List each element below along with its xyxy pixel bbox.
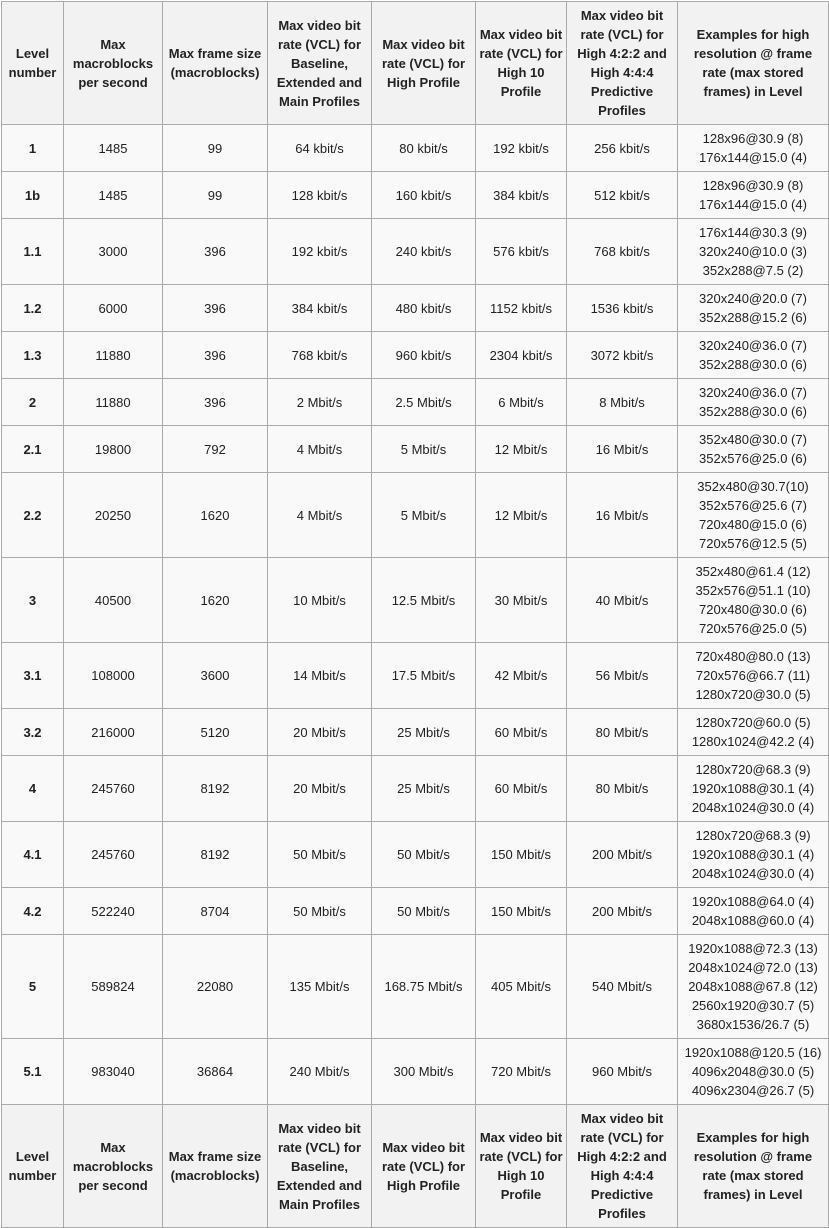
cell-max-bitrate-main: 4 Mbit/s — [268, 473, 372, 558]
cell-max-frame-size: 8192 — [163, 756, 268, 822]
cell-level-number: 5 — [2, 935, 64, 1039]
example-resolution: 320x240@36.0 (7) — [699, 338, 807, 353]
cell-max-bitrate-high422: 56 Mbit/s — [567, 643, 678, 709]
cell-examples — [678, 172, 829, 219]
cell-max-bitrate-high: 25 Mbit/s — [372, 756, 476, 822]
cell-examples — [678, 643, 829, 709]
cell-examples — [678, 426, 829, 473]
cell-max-bitrate-high10: 60 Mbit/s — [476, 709, 567, 756]
cell-max-macroblocks-per-second: 245760 — [64, 756, 163, 822]
example-resolution: 1920x1088@64.0 (4) — [691, 894, 815, 909]
table-row — [2, 756, 829, 822]
cell-max-frame-size: 396 — [163, 332, 268, 379]
cell-max-bitrate-high10: 405 Mbit/s — [476, 935, 567, 1039]
cell-examples — [678, 709, 829, 756]
cell-max-frame-size: 36864 — [163, 1039, 268, 1105]
example-resolution: 176x144@15.0 (4) — [699, 150, 807, 165]
column-header-max-bitrate-high422: Max video bit rate (VCL) for High 4:2:2 and High 4:4:4 Predictive Profiles — [567, 1105, 678, 1228]
cell-level-number: 3.1 — [2, 643, 64, 709]
cell-max-bitrate-main: 2 Mbit/s — [268, 379, 372, 426]
cell-max-bitrate-high10: 150 Mbit/s — [476, 888, 567, 935]
cell-examples — [678, 558, 829, 643]
cell-max-macroblocks-per-second: 522240 — [64, 888, 163, 935]
cell-max-frame-size: 22080 — [163, 935, 268, 1039]
cell-max-bitrate-high: 80 kbit/s — [372, 125, 476, 172]
cell-max-bitrate-high: 168.75 Mbit/s — [372, 935, 476, 1039]
cell-level-number: 1 — [2, 125, 64, 172]
cell-max-bitrate-main: 14 Mbit/s — [268, 643, 372, 709]
cell-max-frame-size: 396 — [163, 219, 268, 285]
cell-max-bitrate-high: 50 Mbit/s — [372, 822, 476, 888]
cell-max-macroblocks-per-second: 589824 — [64, 935, 163, 1039]
cell-max-bitrate-main: 192 kbit/s — [268, 219, 372, 285]
cell-max-bitrate-high10: 12 Mbit/s — [476, 473, 567, 558]
cell-level-number: 3 — [2, 558, 64, 643]
table-row — [2, 822, 829, 888]
cell-max-bitrate-high: 160 kbit/s — [372, 172, 476, 219]
cell-max-macroblocks-per-second: 11880 — [64, 332, 163, 379]
cell-max-bitrate-high10: 192 kbit/s — [476, 125, 567, 172]
cell-max-bitrate-main: 384 kbit/s — [268, 285, 372, 332]
cell-max-macroblocks-per-second: 1485 — [64, 125, 163, 172]
column-header-max-bitrate-high: Max video bit rate (VCL) for High Profile — [372, 2, 476, 125]
cell-max-frame-size: 396 — [163, 379, 268, 426]
cell-max-macroblocks-per-second: 3000 — [64, 219, 163, 285]
example-resolution: 352x480@30.7(10) — [697, 479, 809, 494]
cell-max-bitrate-high: 240 kbit/s — [372, 219, 476, 285]
cell-max-bitrate-high422: 200 Mbit/s — [567, 888, 678, 935]
cell-max-frame-size: 8192 — [163, 822, 268, 888]
cell-max-frame-size: 3600 — [163, 643, 268, 709]
table-row — [2, 172, 829, 219]
cell-max-bitrate-main: 768 kbit/s — [268, 332, 372, 379]
cell-max-frame-size: 396 — [163, 285, 268, 332]
cell-max-frame-size: 5120 — [163, 709, 268, 756]
cell-max-macroblocks-per-second: 245760 — [64, 822, 163, 888]
example-resolution: 128x96@30.9 (8) — [702, 131, 804, 146]
table-row — [2, 643, 829, 709]
cell-max-bitrate-high422: 1536 kbit/s — [567, 285, 678, 332]
table-row — [2, 935, 829, 1039]
cell-examples — [678, 935, 829, 1039]
cell-max-bitrate-high: 960 kbit/s — [372, 332, 476, 379]
cell-level-number: 3.2 — [2, 709, 64, 756]
example-resolution: 352x288@30.0 (6) — [699, 404, 807, 419]
cell-max-bitrate-high: 17.5 Mbit/s — [372, 643, 476, 709]
example-resolution: 1920x1088@120.5 (16) — [684, 1045, 822, 1060]
cell-max-bitrate-high: 25 Mbit/s — [372, 709, 476, 756]
cell-max-bitrate-high422: 960 Mbit/s — [567, 1039, 678, 1105]
example-resolution: 1280x720@60.0 (5) — [695, 715, 811, 730]
cell-max-bitrate-main: 20 Mbit/s — [268, 709, 372, 756]
example-resolution: 2048x1024@72.0 (13) — [688, 960, 818, 975]
footer-header-row — [2, 1105, 829, 1228]
column-header-max-bitrate-main: Max video bit rate (VCL) for Baseline, Extended and Main Profiles — [268, 1105, 372, 1228]
column-header-max-frame-size: Max frame size (macroblocks) — [163, 2, 268, 125]
cell-max-bitrate-main: 4 Mbit/s — [268, 426, 372, 473]
cell-max-bitrate-high422: 256 kbit/s — [567, 125, 678, 172]
table-row — [2, 709, 829, 756]
example-resolution: 1920x1088@72.3 (13) — [688, 941, 818, 956]
cell-max-bitrate-high: 2.5 Mbit/s — [372, 379, 476, 426]
example-resolution: 352x288@7.5 (2) — [702, 263, 804, 278]
cell-max-frame-size: 99 — [163, 172, 268, 219]
table-row — [2, 1039, 829, 1105]
cell-examples — [678, 888, 829, 935]
example-resolution: 2048x1024@30.0 (4) — [691, 866, 815, 881]
cell-max-macroblocks-per-second: 19800 — [64, 426, 163, 473]
cell-max-macroblocks-per-second: 983040 — [64, 1039, 163, 1105]
cell-max-bitrate-high10: 1152 kbit/s — [476, 285, 567, 332]
example-resolution: 320x240@20.0 (7) — [699, 291, 807, 306]
cell-level-number: 1.3 — [2, 332, 64, 379]
example-resolution: 4096x2048@30.0 (5) — [691, 1064, 815, 1079]
column-header-max-bitrate-high: Max video bit rate (VCL) for High Profile — [372, 1105, 476, 1228]
cell-level-number: 2.1 — [2, 426, 64, 473]
cell-max-bitrate-high422: 8 Mbit/s — [567, 379, 678, 426]
cell-examples — [678, 125, 829, 172]
cell-max-bitrate-high10: 384 kbit/s — [476, 172, 567, 219]
column-header-max-bitrate-high422: Max video bit rate (VCL) for High 4:2:2 and High 4:4:4 Predictive Profiles — [567, 2, 678, 125]
example-resolution: 3680x1536/26.7 (5) — [696, 1017, 810, 1032]
cell-max-bitrate-main: 50 Mbit/s — [268, 822, 372, 888]
table-row — [2, 125, 829, 172]
example-resolution: 352x480@61.4 (12) — [695, 564, 811, 579]
column-header-max-macroblocks-per-second: Max macroblocks per second — [64, 2, 163, 125]
cell-max-bitrate-main: 240 Mbit/s — [268, 1039, 372, 1105]
column-header-max-bitrate-main: Max video bit rate (VCL) for Baseline, Extended and Main Profiles — [268, 2, 372, 125]
column-header-level-number: Level number — [2, 2, 64, 125]
cell-max-frame-size: 792 — [163, 426, 268, 473]
cell-max-frame-size: 99 — [163, 125, 268, 172]
cell-max-macroblocks-per-second: 216000 — [64, 709, 163, 756]
cell-max-bitrate-main: 64 kbit/s — [268, 125, 372, 172]
cell-max-bitrate-high10: 720 Mbit/s — [476, 1039, 567, 1105]
cell-max-bitrate-high422: 16 Mbit/s — [567, 473, 678, 558]
example-resolution: 352x576@25.0 (6) — [699, 451, 807, 466]
cell-max-bitrate-main: 10 Mbit/s — [268, 558, 372, 643]
example-resolution: 352x288@15.2 (6) — [699, 310, 807, 325]
cell-level-number: 4 — [2, 756, 64, 822]
column-header-max-bitrate-high10: Max video bit rate (VCL) for High 10 Profile — [476, 1105, 567, 1228]
h264-levels-table — [1, 1, 829, 1228]
table-row — [2, 219, 829, 285]
example-resolution: 1280x720@68.3 (9) — [695, 762, 811, 777]
column-header-max-bitrate-high10: Max video bit rate (VCL) for High 10 Profile — [476, 2, 567, 125]
cell-max-bitrate-high422: 3072 kbit/s — [567, 332, 678, 379]
cell-max-macroblocks-per-second: 108000 — [64, 643, 163, 709]
column-header-max-frame-size: Max frame size (macroblocks) — [163, 1105, 268, 1228]
table-row — [2, 379, 829, 426]
example-resolution: 4096x2304@26.7 (5) — [691, 1083, 815, 1098]
cell-max-bitrate-high422: 80 Mbit/s — [567, 709, 678, 756]
cell-max-bitrate-high422: 16 Mbit/s — [567, 426, 678, 473]
cell-max-frame-size: 1620 — [163, 558, 268, 643]
example-resolution: 128x96@30.9 (8) — [702, 178, 804, 193]
cell-max-bitrate-high: 5 Mbit/s — [372, 473, 476, 558]
cell-max-bitrate-high422: 512 kbit/s — [567, 172, 678, 219]
cell-examples — [678, 822, 829, 888]
cell-max-macroblocks-per-second: 20250 — [64, 473, 163, 558]
cell-level-number: 2 — [2, 379, 64, 426]
table-row — [2, 332, 829, 379]
example-resolution: 1920x1088@30.1 (4) — [691, 781, 815, 796]
cell-max-bitrate-high422: 540 Mbit/s — [567, 935, 678, 1039]
cell-max-bitrate-high: 5 Mbit/s — [372, 426, 476, 473]
table-row — [2, 888, 829, 935]
table-row — [2, 473, 829, 558]
cell-max-macroblocks-per-second: 11880 — [64, 379, 163, 426]
cell-max-bitrate-high422: 200 Mbit/s — [567, 822, 678, 888]
cell-max-bitrate-high10: 6 Mbit/s — [476, 379, 567, 426]
cell-max-bitrate-high422: 768 kbit/s — [567, 219, 678, 285]
cell-examples — [678, 756, 829, 822]
cell-examples — [678, 219, 829, 285]
cell-max-macroblocks-per-second: 1485 — [64, 172, 163, 219]
cell-examples — [678, 1039, 829, 1105]
column-header-level-number: Level number — [2, 1105, 64, 1228]
cell-level-number: 4.1 — [2, 822, 64, 888]
cell-examples — [678, 379, 829, 426]
cell-max-bitrate-high: 12.5 Mbit/s — [372, 558, 476, 643]
example-resolution: 720x480@15.0 (6) — [699, 517, 807, 532]
cell-max-macroblocks-per-second: 6000 — [64, 285, 163, 332]
example-resolution: 352x576@25.6 (7) — [699, 498, 807, 513]
header-row — [2, 2, 829, 125]
example-resolution: 176x144@30.3 (9) — [699, 225, 807, 240]
cell-level-number: 4.2 — [2, 888, 64, 935]
example-resolution: 720x576@66.7 (11) — [695, 668, 811, 683]
cell-examples — [678, 285, 829, 332]
example-resolution: 1280x1024@42.2 (4) — [691, 734, 815, 749]
cell-examples — [678, 473, 829, 558]
column-header-examples: Examples for high resolution @ frame rate (max stored frames) in Level — [678, 2, 829, 125]
cell-max-bitrate-high10: 576 kbit/s — [476, 219, 567, 285]
example-resolution: 352x288@30.0 (6) — [699, 357, 807, 372]
example-resolution: 352x576@51.1 (10) — [695, 583, 811, 598]
cell-max-macroblocks-per-second: 40500 — [64, 558, 163, 643]
example-resolution: 1280x720@30.0 (5) — [695, 687, 811, 702]
cell-max-bitrate-high10: 30 Mbit/s — [476, 558, 567, 643]
column-header-max-macroblocks-per-second: Max macroblocks per second — [64, 1105, 163, 1228]
cell-examples — [678, 332, 829, 379]
cell-max-bitrate-high: 300 Mbit/s — [372, 1039, 476, 1105]
example-resolution: 2048x1024@30.0 (4) — [691, 800, 815, 815]
table-row — [2, 285, 829, 332]
column-header-examples: Examples for high resolution @ frame rate (max stored frames) in Level — [678, 1105, 829, 1228]
example-resolution: 2560x1920@30.7 (5) — [691, 998, 815, 1013]
table-row — [2, 558, 829, 643]
cell-max-bitrate-main: 135 Mbit/s — [268, 935, 372, 1039]
example-resolution: 720x480@30.0 (6) — [699, 602, 807, 617]
example-resolution: 720x480@80.0 (13) — [695, 649, 811, 664]
cell-max-frame-size: 8704 — [163, 888, 268, 935]
example-resolution: 2048x1088@60.0 (4) — [691, 913, 815, 928]
cell-max-bitrate-high422: 40 Mbit/s — [567, 558, 678, 643]
cell-max-bitrate-main: 20 Mbit/s — [268, 756, 372, 822]
example-resolution: 1920x1088@30.1 (4) — [691, 847, 815, 862]
cell-max-bitrate-main: 128 kbit/s — [268, 172, 372, 219]
example-resolution: 320x240@10.0 (3) — [699, 244, 807, 259]
cell-max-bitrate-high10: 60 Mbit/s — [476, 756, 567, 822]
cell-level-number: 1.1 — [2, 219, 64, 285]
cell-max-bitrate-high10: 2304 kbit/s — [476, 332, 567, 379]
cell-max-bitrate-high: 480 kbit/s — [372, 285, 476, 332]
cell-level-number: 1.2 — [2, 285, 64, 332]
example-resolution: 352x480@30.0 (7) — [699, 432, 807, 447]
example-resolution: 2048x1088@67.8 (12) — [688, 979, 818, 994]
cell-max-bitrate-main: 50 Mbit/s — [268, 888, 372, 935]
example-resolution: 176x144@15.0 (4) — [699, 197, 807, 212]
table-row — [2, 426, 829, 473]
example-resolution: 1280x720@68.3 (9) — [695, 828, 811, 843]
cell-max-bitrate-high10: 150 Mbit/s — [476, 822, 567, 888]
cell-max-frame-size: 1620 — [163, 473, 268, 558]
cell-max-bitrate-high10: 12 Mbit/s — [476, 426, 567, 473]
example-resolution: 320x240@36.0 (7) — [699, 385, 807, 400]
cell-level-number: 1b — [2, 172, 64, 219]
cell-max-bitrate-high422: 80 Mbit/s — [567, 756, 678, 822]
example-resolution: 720x576@12.5 (5) — [699, 536, 807, 551]
cell-max-bitrate-high10: 42 Mbit/s — [476, 643, 567, 709]
cell-level-number: 2.2 — [2, 473, 64, 558]
cell-max-bitrate-high: 50 Mbit/s — [372, 888, 476, 935]
example-resolution: 720x576@25.0 (5) — [699, 621, 807, 636]
cell-level-number: 5.1 — [2, 1039, 64, 1105]
